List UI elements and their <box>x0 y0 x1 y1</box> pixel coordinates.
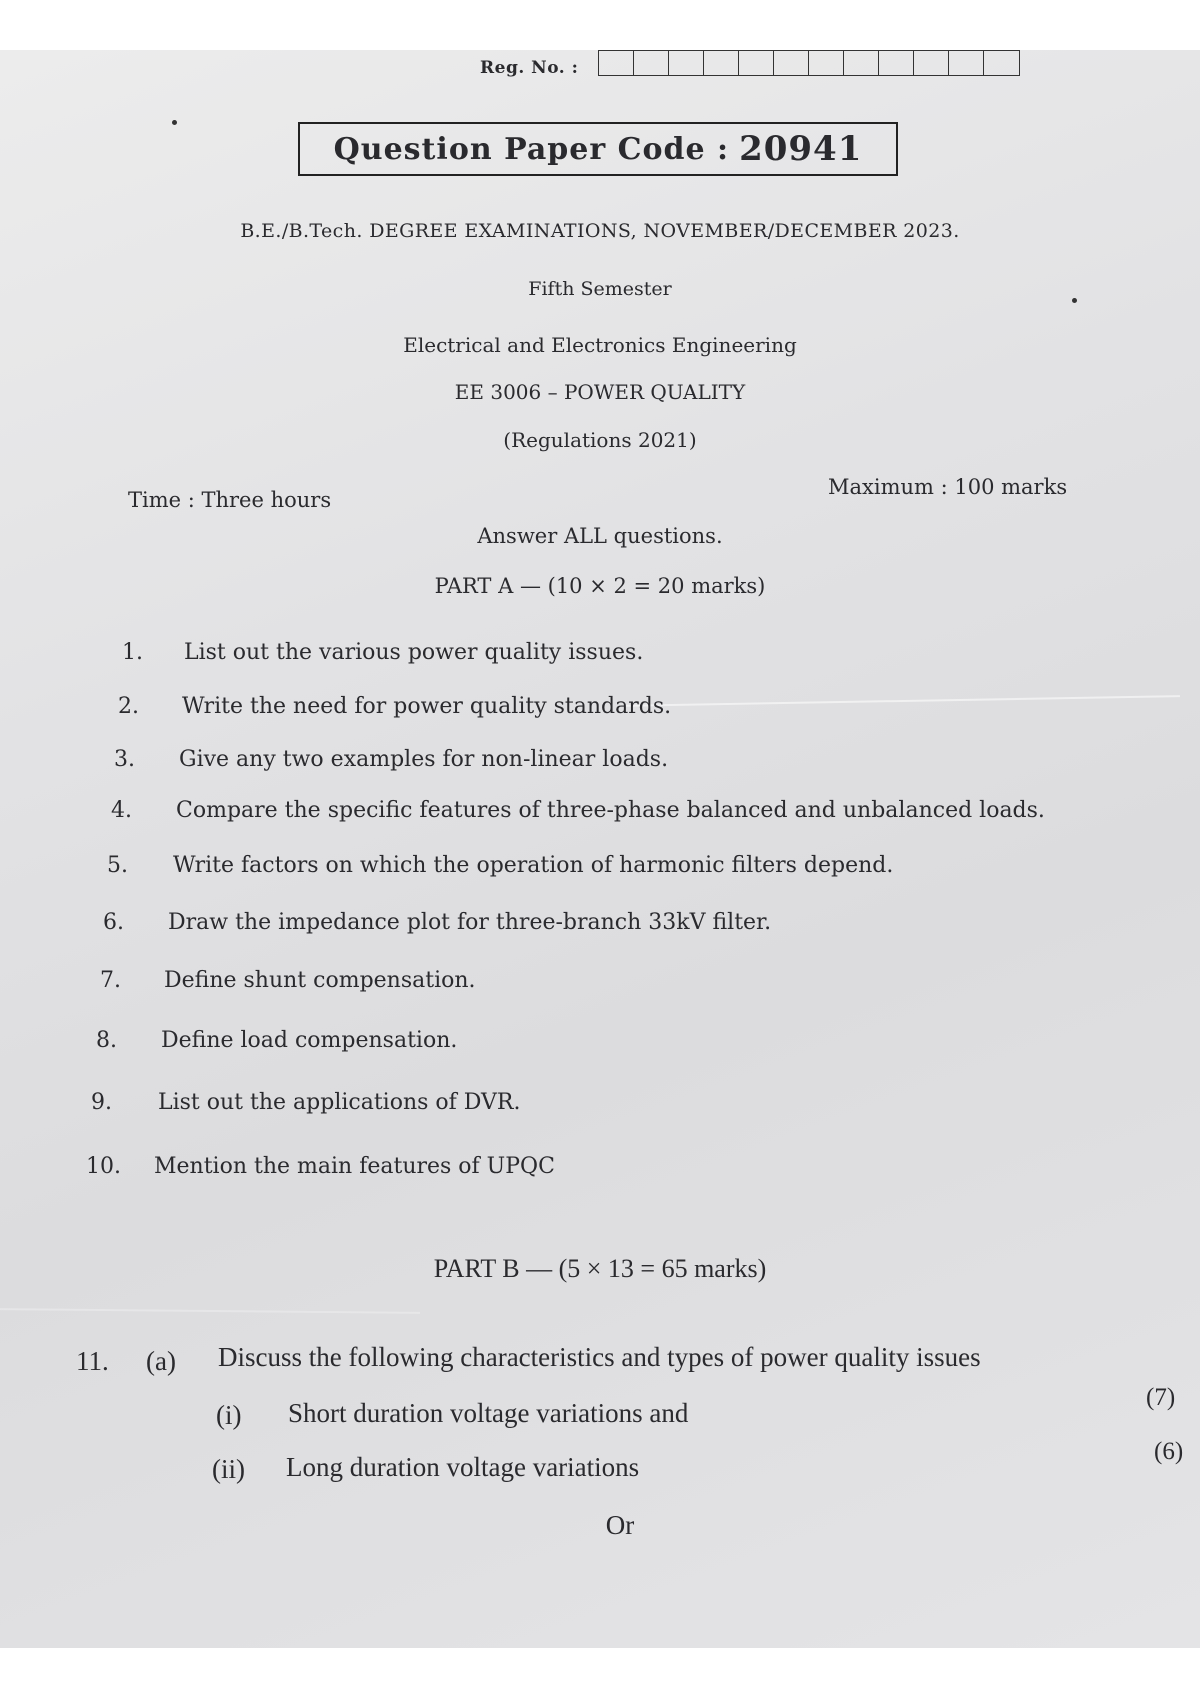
question-text: Define load compensation. <box>161 1028 458 1053</box>
question-text: Draw the impedance plot for three-branch 33kV filter. <box>168 910 772 935</box>
department: Electrical and Electronics Engineering <box>403 333 797 357</box>
question-number: 6. <box>103 910 124 935</box>
subpart-marks: (6) <box>1154 1438 1184 1465</box>
question-text: List out the various power quality issues. <box>184 640 644 665</box>
question-text: Compare the specific features of three-phase balanced and unbalanced loads. <box>176 798 1045 823</box>
reg-no-digit-box[interactable] <box>774 51 809 75</box>
question-text: List out the applications of DVR. <box>158 1090 521 1115</box>
question-number: 7. <box>100 968 121 993</box>
reg-no-digit-box[interactable] <box>739 51 774 75</box>
reg-no-digit-box[interactable] <box>599 51 634 75</box>
subpart-label: (ii) <box>212 1454 245 1484</box>
question-number: 3. <box>114 747 135 772</box>
question-number: 2. <box>118 694 139 719</box>
regulations: (Regulations 2021) <box>503 428 697 452</box>
reg-no-digit-box[interactable] <box>949 51 984 75</box>
reg-no-digit-box[interactable] <box>844 51 879 75</box>
question-option: (a) <box>146 1346 176 1376</box>
reg-no-digit-box[interactable] <box>669 51 704 75</box>
reg-no-boxes[interactable] <box>598 50 1020 76</box>
ink-dot <box>172 120 177 125</box>
exam-time: Time : Three hours <box>128 488 332 512</box>
or-separator: Or <box>605 1510 635 1540</box>
subpart-text: Short duration voltage variations and <box>288 1398 689 1428</box>
semester: Fifth Semester <box>528 278 672 300</box>
question-text: Write the need for power quality standards. <box>182 694 672 719</box>
reg-no-digit-box[interactable] <box>704 51 739 75</box>
question-number: 11. <box>76 1346 109 1376</box>
reg-no-label: Reg. No. : <box>480 58 579 78</box>
reg-no-digit-box[interactable] <box>809 51 844 75</box>
maximum-marks: Maximum : 100 marks <box>828 475 1068 499</box>
part-b-heading: PART B — (5 × 13 = 65 marks) <box>433 1254 767 1283</box>
question-text: Write factors on which the operation of harmonic filters depend. <box>173 853 894 878</box>
question-number: 8. <box>96 1028 117 1053</box>
subpart-text: Long duration voltage variations <box>286 1452 640 1482</box>
question-number: 4. <box>111 798 132 823</box>
reg-no-digit-box[interactable] <box>634 51 669 75</box>
course-title: EE 3006 – POWER QUALITY <box>454 380 746 404</box>
paper-code: 20941 <box>739 129 863 169</box>
instruction: Answer ALL questions. <box>477 524 723 548</box>
question-number: 5. <box>107 853 128 878</box>
paper-crease <box>620 695 1180 707</box>
question-text: Mention the main features of UPQC <box>154 1154 555 1179</box>
question-number: 1. <box>122 640 143 665</box>
reg-no-digit-box[interactable] <box>879 51 914 75</box>
question-number: 9. <box>91 1090 112 1115</box>
paper-code-box <box>298 122 898 176</box>
exam-title: B.E./B.Tech. DEGREE EXAMINATIONS, NOVEMBER/DECEMBER 2023. <box>240 220 960 242</box>
reg-no-digit-box[interactable] <box>984 51 1019 75</box>
paper-code-label: Question Paper Code : <box>333 131 730 167</box>
question-text: Give any two examples for non-linear loads. <box>179 747 669 772</box>
paper-crease <box>0 1308 420 1314</box>
subpart-marks: (7) <box>1146 1384 1176 1411</box>
question-number: 10. <box>86 1154 121 1179</box>
subpart-label: (i) <box>216 1400 242 1430</box>
question-text: Discuss the following characteristics and types of power quality issues <box>218 1342 981 1372</box>
reg-no-digit-box[interactable] <box>914 51 949 75</box>
exam-paper <box>0 50 1200 1648</box>
part-a-heading: PART A — (10 × 2 = 20 marks) <box>434 574 766 598</box>
question-text: Define shunt compensation. <box>164 968 476 993</box>
